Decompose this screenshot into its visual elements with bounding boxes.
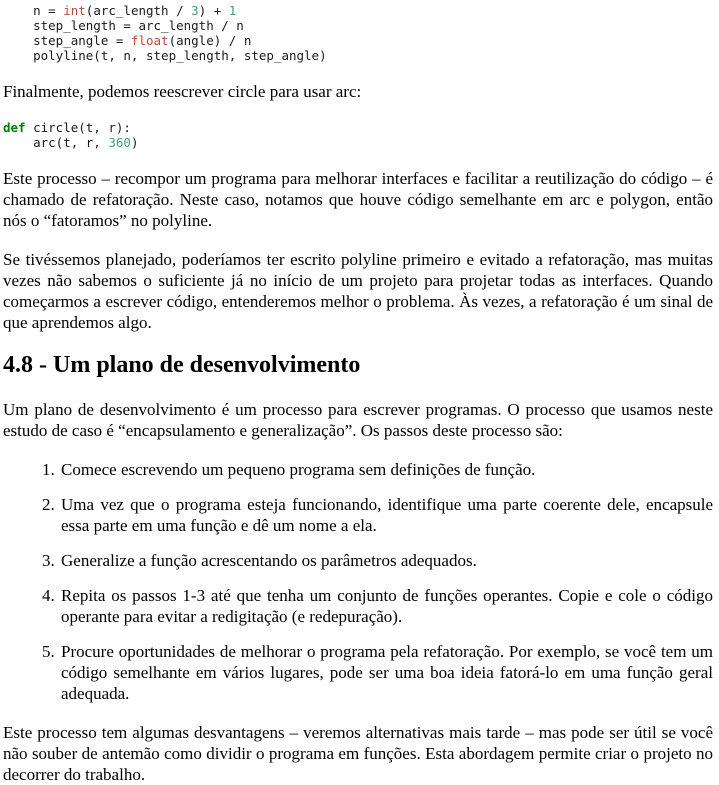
plain-code-token: step_angle =	[3, 33, 131, 48]
development-step-item: 4. Repita os passos 1-3 até que tenha um conjunto de funções operantes. Copie e cole o código operante para evitar a redigitação (e redepuração).	[59, 585, 713, 627]
section-heading: 4.8 - Um plano de desenvolvimento	[3, 352, 361, 378]
paragraph-plano-desenvolvimento: Um plano de desenvolvimento é um processo para escrever programas. O processo que usamos neste estudo de caso é “encapsulamento e generalização”. Os passos deste processo são:	[3, 400, 713, 440]
paragraph-desvantagens: Este processo tem algumas desvantagens – veremos alternativas mais tarde – mas pode ser útil se você não souber de antemão como dividir o programa em funções. Esta abordagem permite criar o projeto no decorrer do trabalho.	[3, 723, 713, 784]
development-step-item: 5. Procure oportunidades de melhorar o programa pela refatoração. Por exemplo, se você tem um código semelhante em vários lugares, pode ser uma boa ideia fatorá-lo em uma função geral adequada.	[59, 641, 713, 704]
builtin-code-token: int	[63, 3, 86, 18]
plain-code-token: circle(t, r):	[25, 120, 131, 135]
paragraph-refatoracao: Este processo – recompor um programa para melhorar interfaces e facilitar a reutilização do código – é chamado de refatoração. Neste caso, notamos que houve código semelhante em arc e polygon, então nós o “fatoramos” no polyline.	[3, 169, 713, 230]
code-block-arc-body	[3, 3, 713, 63]
development-step-item: 1. Comece escrevendo um pequeno programa sem definições de função.	[59, 459, 713, 480]
book-page-content	[3, 3, 713, 785]
plain-code-token: n =	[3, 3, 64, 18]
number-code-token: 360	[108, 135, 131, 150]
plain-code-token: polyline(t, n, step_length, step_angle)	[3, 48, 327, 63]
development-step-item: 2. Uma vez que o programa esteja funcionando, identifique uma parte coerente dele, encapsule essa parte em uma função e dê um nome a ela.	[59, 494, 713, 536]
number-code-token: 3	[191, 3, 199, 18]
plain-code-token: (arc_length /	[85, 3, 192, 18]
plain-code-token: )	[130, 135, 139, 150]
keyword-code-token: def	[3, 120, 26, 135]
builtin-code-token: float	[130, 33, 169, 48]
plain-code-token: step_length = arc_length / n	[3, 18, 244, 33]
number-code-token: 1	[228, 3, 237, 18]
plain-code-token: arc(t, r,	[3, 135, 109, 150]
plain-code-token: (angle) / n	[168, 33, 252, 48]
paragraph-finalmente: Finalmente, podemos reescrever circle para usar arc:	[3, 82, 362, 101]
development-step-item: 3. Generalize a função acrescentando os parâmetros adequados.	[59, 550, 713, 571]
paragraph-planejamento: Se tivéssemos planejado, poderíamos ter escrito polyline primeiro e evitado a refatoração, mas muitas vezes não sabemos o suficiente já no início de um projeto para projetar todas as interfaces. Quando começarmos a escrever código, entenderemos melhor o problema. Às vezes, a refatoração é um sinal de que aprendemos algo.	[3, 250, 713, 332]
development-steps-list	[3, 459, 713, 704]
code-block-circle	[3, 120, 713, 150]
plain-code-token: ) +	[198, 3, 229, 18]
